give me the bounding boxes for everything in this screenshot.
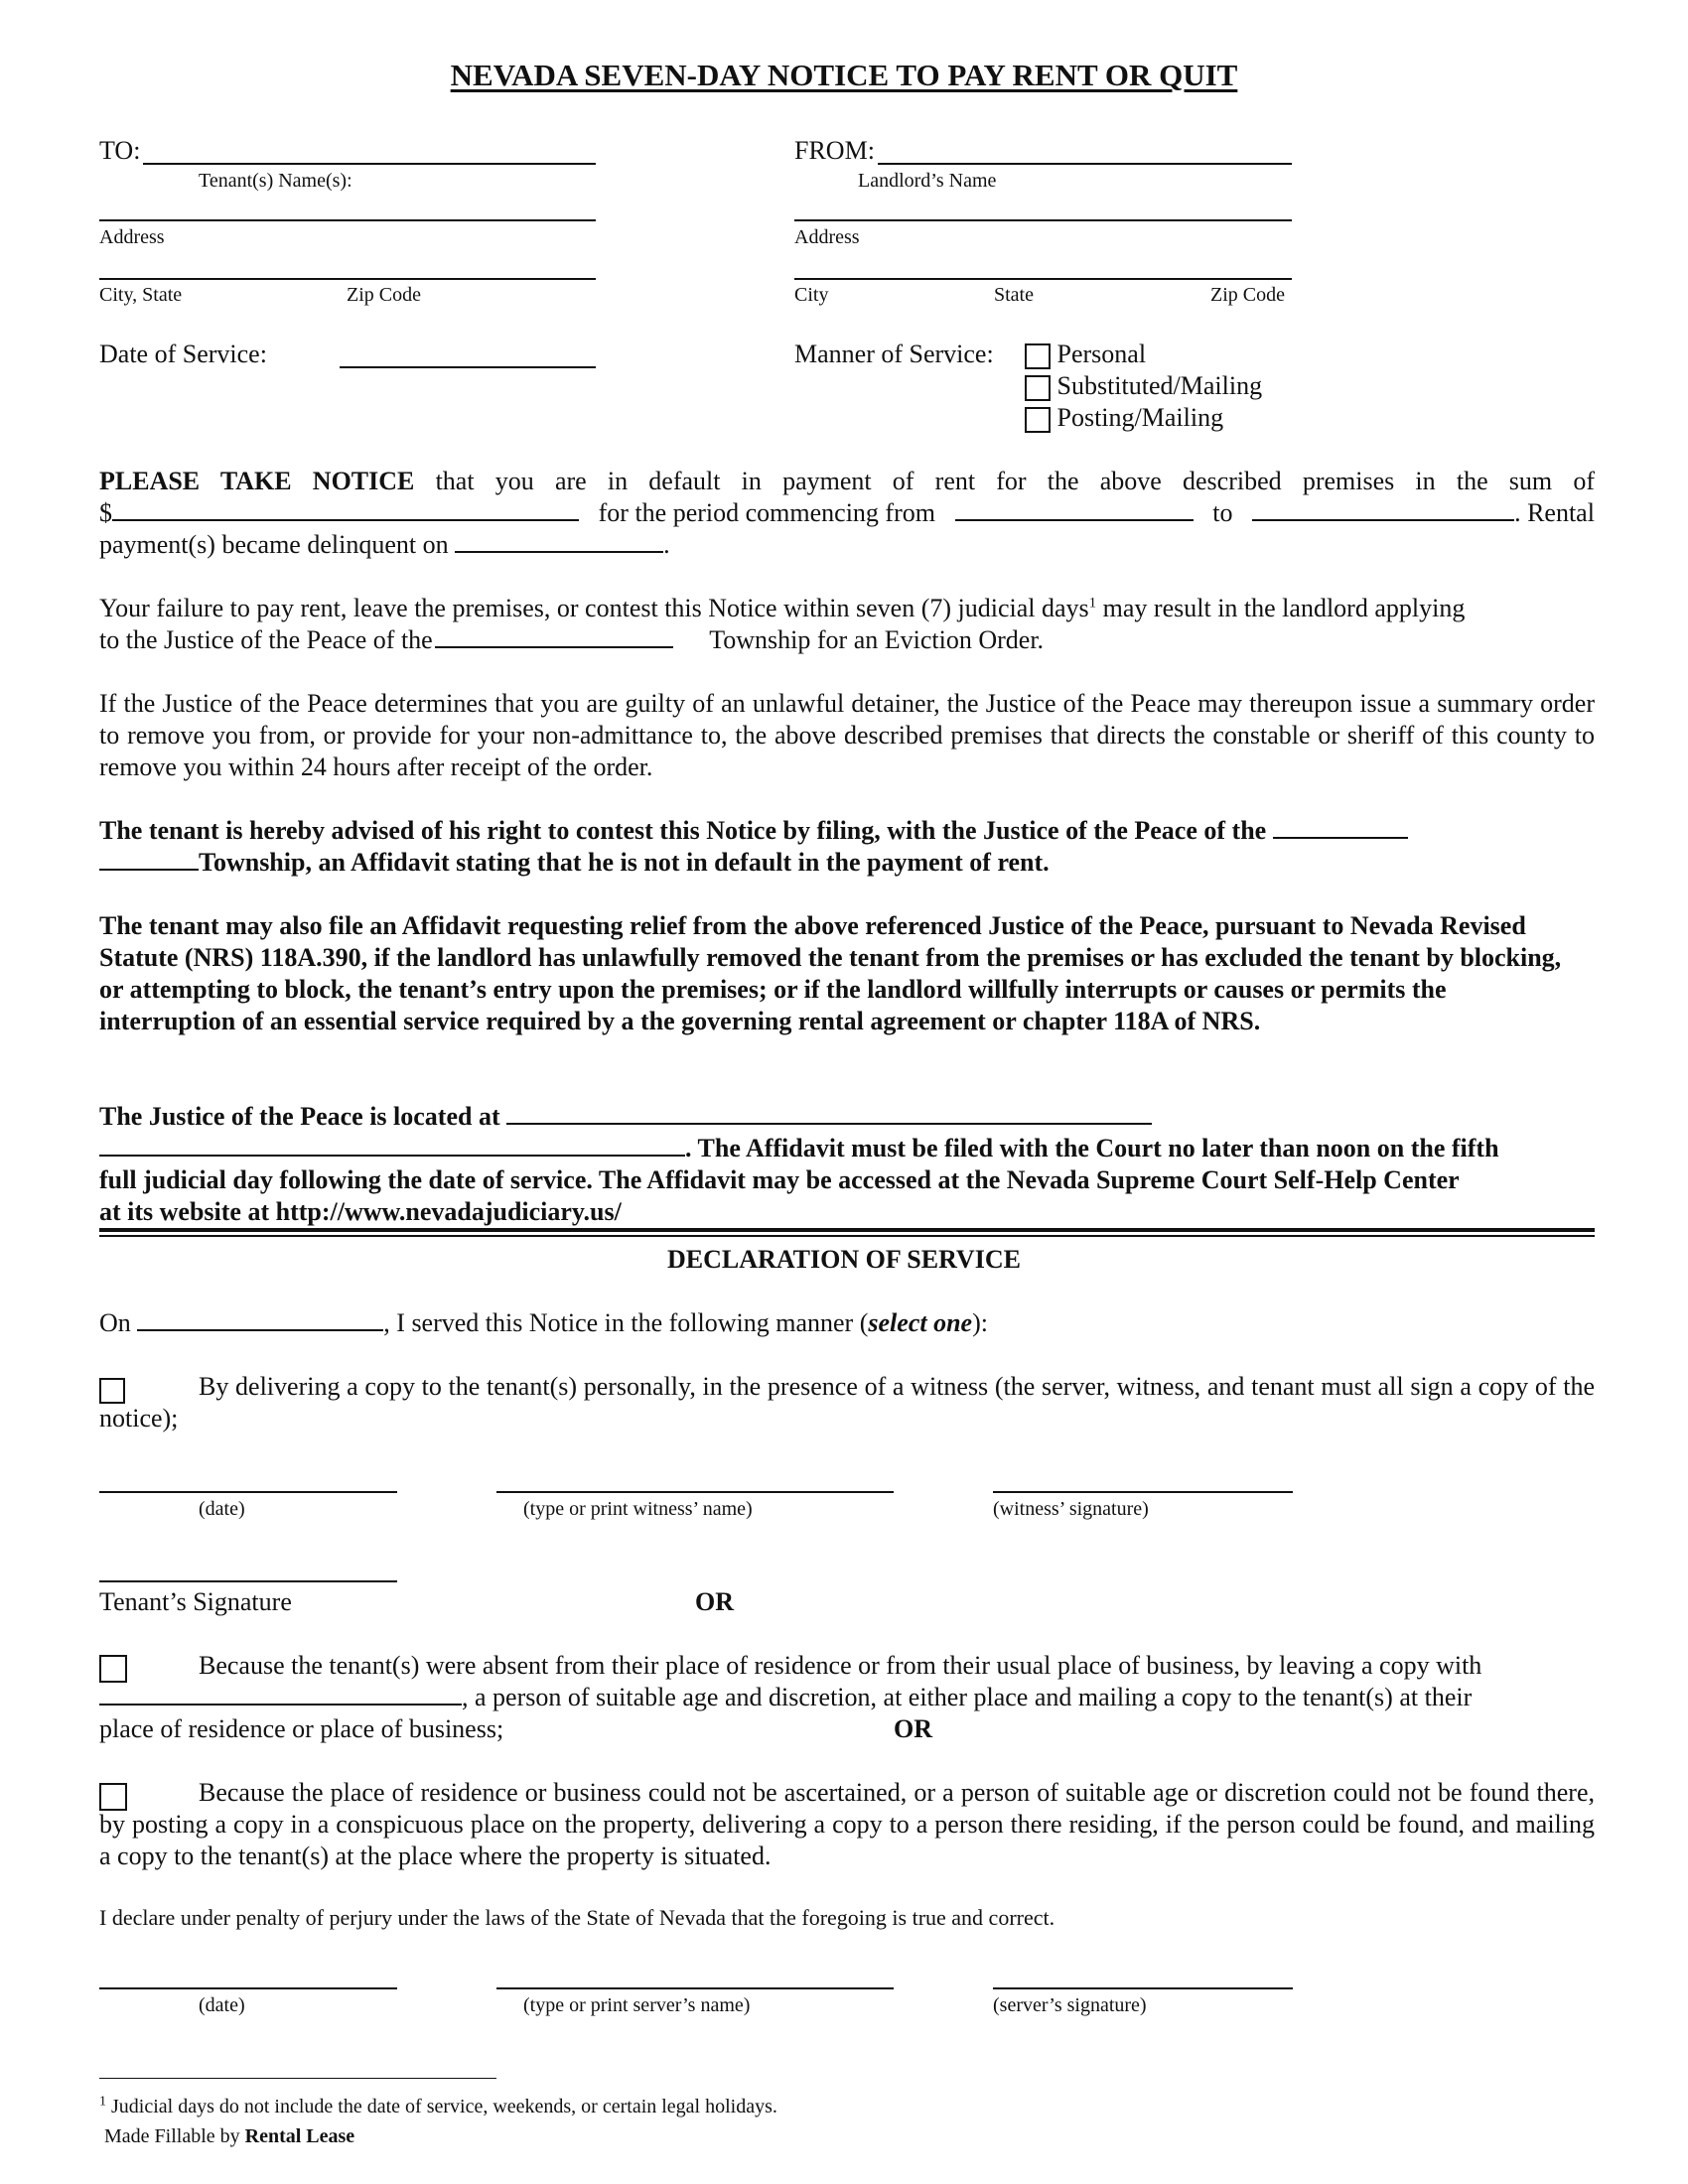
contest-township-field[interactable] — [99, 847, 199, 871]
notice-paragraph: PLEASE TAKE NOTICE that you are in default in payment of rent for the above described premises in the sum of $ for the period commencing from to . Rental payment(s) became delinquent on . — [99, 467, 1595, 559]
manner-option-posting[interactable]: Posting/Mailing — [1025, 402, 1223, 434]
substituted-checkbox[interactable] — [1025, 375, 1051, 401]
date-of-service-field[interactable] — [340, 366, 596, 368]
tenant-city-field[interactable] — [99, 278, 596, 280]
date-of-service-label: Date of Service: — [99, 340, 267, 368]
tenant-address-field[interactable] — [99, 219, 596, 221]
tenant-zip-label: Zip Code — [347, 284, 421, 306]
witness-signature-line[interactable] — [993, 1491, 1293, 1493]
footnote: $^1$ Judicial days do not include the date of service, weekends, or certain legal holidays. — [99, 2094, 777, 2117]
manner-option-personal[interactable]: Personal — [1025, 339, 1146, 370]
failure-paragraph: Your failure to pay rent, leave the premises, or contest this Notice within seven (7) judicial days$^1$ may result in the landlord applying to the Justice of the Peace of the Township for an Eviction Order. — [99, 594, 1466, 654]
personal-checkbox[interactable] — [1025, 343, 1051, 369]
declaration-heading: DECLARATION OF SERVICE — [667, 1245, 1021, 1274]
landlord-name-field[interactable] — [878, 163, 1292, 165]
relief-paragraph: The tenant may also file an Affidavit requesting relief from the above referenced Justice of the Peace, pursuant to Nevada Revised Statute (NRS) 118A.390, if the landlord has unlawfully removed the tenant from the premises or has excluded the tenant by blocking, or attempting to block, the tenant’s entry upon the premises; or if the landlord willfully interrupts or causes or permits the interruption of an essential service required by a the governing rental agreement or chapter 118A of NRS. — [99, 911, 1562, 1035]
landlord-zip-label: Zip Code — [1210, 284, 1285, 306]
server-signature-line[interactable] — [993, 1987, 1293, 1989]
server-signature-label: (server’s signature) — [993, 1994, 1147, 2016]
manner-of-service-label: Manner of Service: — [794, 340, 994, 368]
footnote-divider — [99, 2078, 496, 2079]
location-paragraph: The Justice of the Peace is located at . The Affidavit must be filed with the Court no later than noon on the fifth full judicial day following the date of service. The Affidavit may be accessed at the Nevada Supreme Court Self-Help Center at its website at http://www.nevadajudiciary.us/ — [99, 1102, 1499, 1226]
landlord-city-field[interactable] — [794, 278, 1292, 280]
witness-name-line[interactable] — [496, 1491, 894, 1493]
made-fillable-credit: Made Fillable by Rental Lease — [104, 2125, 355, 2147]
witness-name-label: (type or print witness’ name) — [523, 1498, 753, 1520]
delinquent-date-field[interactable] — [455, 529, 663, 553]
server-date-label: (date) — [199, 1994, 245, 2016]
detainer-paragraph: If the Justice of the Peace determines that you are guilty of an unlawful detainer, the Justice of the Peace may thereupon issue a summary order to remove you from, or provide for your non-admittance to, the above described premises that directs the constable or sheriff of this county to remove you within 24 hours after receipt of the order. — [99, 689, 1595, 781]
period-start-field[interactable] — [955, 497, 1194, 521]
court-location-field[interactable] — [506, 1101, 1152, 1125]
section-divider — [99, 1228, 1595, 1232]
option1-text: By delivering a copy to the tenant(s) personally, in the presence of a witness (the server, witness, and tenant must all sign a copy of the notice); — [99, 1372, 1595, 1433]
tenant-signature-label: Tenant’s Signature — [99, 1587, 292, 1616]
option2-text: Because the tenant(s) were absent from their place of residence or from their usual place of business, by leaving a copy with , a person of suitable age and discretion, at either place and mailing a copy to the tenant(s) at their place of residence or place of business; OR — [99, 1651, 1482, 1743]
option3-text: Because the place of residence or business could not be ascertained, or a person of suitable age or discretion could not be found there, by posting a copy in a conspicuous place on the property, delivering a copy to a person there residing, if the person could be found, and mailing a copy to the tenant(s) at the place where the property is situated. — [99, 1778, 1595, 1870]
option1-date-label: (date) — [199, 1498, 245, 1520]
landlord-name-label: Landlord’s Name — [858, 170, 997, 192]
manner-option-substituted[interactable]: Substituted/Mailing — [1025, 370, 1262, 402]
or-separator-2: OR — [894, 1714, 932, 1743]
tenant-signature-line[interactable] — [99, 1580, 397, 1582]
served-date-field[interactable] — [137, 1307, 383, 1331]
suitable-person-field[interactable] — [99, 1682, 462, 1706]
tenant-name-field[interactable] — [143, 163, 596, 165]
tenant-names-label: Tenant(s) Name(s): — [199, 170, 352, 192]
rent-amount-field[interactable] — [112, 497, 579, 521]
server-date-line[interactable] — [99, 1987, 397, 1989]
from-label: FROM: — [794, 136, 875, 165]
court-location-field-2[interactable] — [99, 1133, 685, 1157]
landlord-address-label: Address — [794, 226, 860, 248]
perjury-statement: I declare under penalty of perjury under the laws of the State of Nevada that the foregoing is true and correct. — [99, 1905, 1055, 1930]
landlord-city-label: City — [794, 284, 829, 306]
option1-date-line[interactable] — [99, 1491, 397, 1493]
page-title: NEVADA SEVEN-DAY NOTICE TO PAY RENT OR QUIT — [450, 58, 1238, 92]
contest-paragraph: The tenant is hereby advised of his right to contest this Notice by filing, with the Justice of the Peace of the Township, an Affidavit stating that he is not in default in the payment of rent. — [99, 815, 1595, 879]
tenant-city-state-label: City, State — [99, 284, 183, 306]
to-label: TO: — [99, 136, 141, 165]
landlord-state-label: State — [994, 284, 1034, 306]
contest-justice-field[interactable] — [1273, 815, 1408, 839]
or-separator-1: OR — [695, 1587, 734, 1616]
served-line: On , I served this Notice in the following manner (select one): — [99, 1308, 988, 1337]
footnote-reference: 1 — [1088, 595, 1097, 612]
justice-township-field[interactable] — [435, 624, 673, 648]
landlord-address-field[interactable] — [794, 219, 1292, 221]
tenant-address-label: Address — [99, 226, 165, 248]
section-divider-thin — [99, 1235, 1595, 1237]
period-end-field[interactable] — [1252, 497, 1514, 521]
server-name-line[interactable] — [496, 1987, 894, 1989]
witness-signature-label: (witness’ signature) — [993, 1498, 1149, 1520]
posting-checkbox[interactable] — [1025, 407, 1051, 433]
server-name-label: (type or print server’s name) — [523, 1994, 751, 2016]
